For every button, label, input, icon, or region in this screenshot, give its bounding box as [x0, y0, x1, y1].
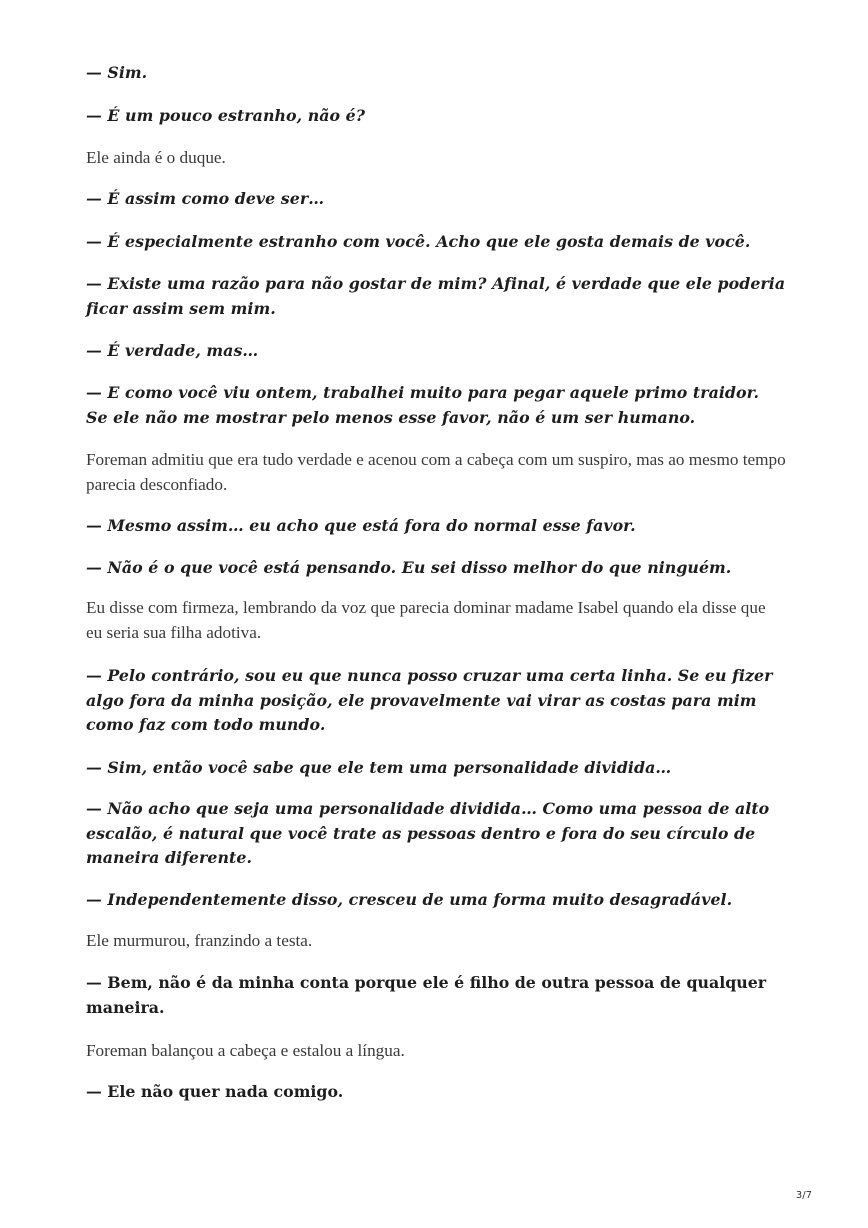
page-number: 3/7	[795, 1190, 812, 1201]
dialogue-line: — Sim, então você sabe que ele tem uma personalidade dividida…	[86, 758, 672, 777]
dialogue-line: — É assim como deve ser…	[86, 189, 325, 208]
dialogue-line: — Mesmo assim… eu acho que está fora do normal esse favor.	[86, 516, 636, 535]
dialogue-line: — E como você viu ontem, trabalhei muito para pegar aquele primo traidor. Se ele não me mostrar pelo menos esse favor, não é um ser humano.	[86, 383, 760, 427]
dialogue-line: — É um pouco estranho, não é?	[86, 106, 366, 125]
dialogue-line: — Pelo contrário, sou eu que nunca posso cruzar uma certa linha. Se eu fizer algo fora da minha posição, ele provavelmente vai virar as costas para mim como faz com todo mundo.	[86, 666, 773, 734]
narration-paragraph: Eu disse com firmeza, lembrando da voz que parecia dominar madame Isabel quando ela disse que eu seria sua filha adotiva.	[86, 598, 766, 642]
dialogue-line: — Não é o que você está pensando. Eu sei disso melhor do que ninguém.	[86, 558, 732, 577]
narration-paragraph: Foreman admitiu que era tudo verdade e acenou com a cabeça com um suspiro, mas ao mesmo tempo parecia desconfiado.	[86, 450, 786, 494]
dialogue-line: — Não acho que seja uma personalidade dividida… Como uma pessoa de alto escalão, é natural que você trate as pessoas dentro e fora do seu círculo de maneira diferente.	[86, 799, 770, 867]
narration-paragraph: Ele murmurou, franzindo a testa.	[86, 931, 313, 950]
dialogue-line: — É especialmente estranho com você. Acho que ele gosta demais de você.	[86, 232, 751, 251]
dialogue-line: — É verdade, mas…	[86, 341, 259, 360]
dialogue-line: — Existe uma razão para não gostar de mim? Afinal, é verdade que ele poderia ficar assim sem mim.	[86, 274, 786, 318]
dialogue-line: — Independentemente disso, cresceu de uma forma muito desagradável.	[86, 890, 733, 909]
narration-paragraph: Ele ainda é o duque.	[86, 148, 226, 167]
dialogue-line: — Sim.	[86, 63, 148, 82]
dialogue-line: — Bem, não é da minha conta porque ele é filho de outra pessoa de qualquer maneira.	[86, 973, 767, 1017]
narration-paragraph: Foreman balançou a cabeça e estalou a língua.	[86, 1041, 405, 1060]
dialogue-line: — Ele não quer nada comigo.	[86, 1082, 344, 1101]
